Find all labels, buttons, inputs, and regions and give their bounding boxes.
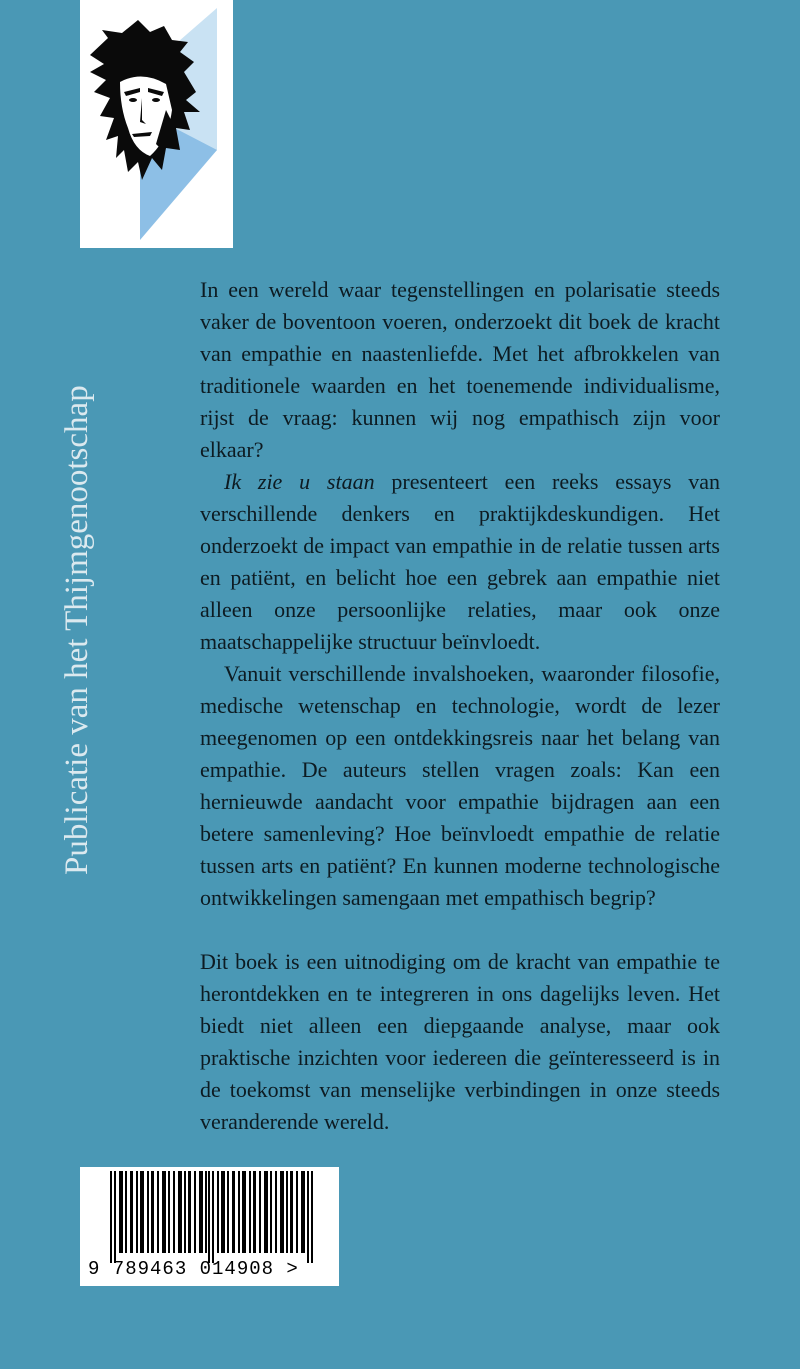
blurb-paragraph-2: [200, 466, 720, 658]
blurb-paragraph-2-text: presenteert een reeks essays van verschillende denkers en praktijkdeskundigen. Het onderzoekt de impact van empathie in de relatie tussen arts en patiënt, en belicht hoe een gebrek aan empathie niet alleen onze persoonlijke relaties, maar ook onze maatschappelijke structuur beïnvloedt.: [200, 469, 720, 654]
publisher-logo: [80, 0, 233, 248]
spine-series-title: Publicatie van het Thijmgenootschap: [59, 385, 95, 875]
blurb-paragraph-4: Dit boek is een uitnodiging om de kracht van empathie te herontdekken en te integreren in ons dagelijks leven. Het biedt niet alleen een diepgaande analyse, maar ook praktische inzichten voor iedereen die geïnteresseerd is in de toekomst van menselijke verbindingen in onze steeds veranderende wereld.: [200, 949, 720, 1134]
back-cover-blurb: [200, 274, 720, 1138]
isbn-barcode: [80, 1167, 339, 1286]
isbn-digits: 9 789463 014908 >: [88, 1258, 299, 1280]
book-title-italic: Ik zie u staan: [224, 469, 375, 494]
portrait-logo-icon: [80, 0, 233, 248]
blurb-paragraph-3: Vanuit verschillende invalshoeken, waaronder filosofie, medische wetenschap en technologie, wordt de lezer meegenomen op een ontdekkingsreis naar het belang van empathie. De auteurs stellen vragen zoals: Kan een hernieuwde aandacht voor empathie bijdragen aan een betere samenleving? Hoe beïnvloedt empathie de relatie tussen arts en patiënt? En kunnen moderne technologische ontwikkelingen samengaan met empathisch begrip?: [200, 661, 720, 910]
blurb-paragraph-1: In een wereld waar tegenstellingen en polarisatie steeds vaker de boventoon voeren, onderzoekt dit boek de kracht van empathie en naastenliefde. Met het afbrokkelen van traditionele waarden en het toenemende individualisme, rijst de vraag: kunnen wij nog empathisch zijn voor elkaar?: [200, 277, 720, 462]
